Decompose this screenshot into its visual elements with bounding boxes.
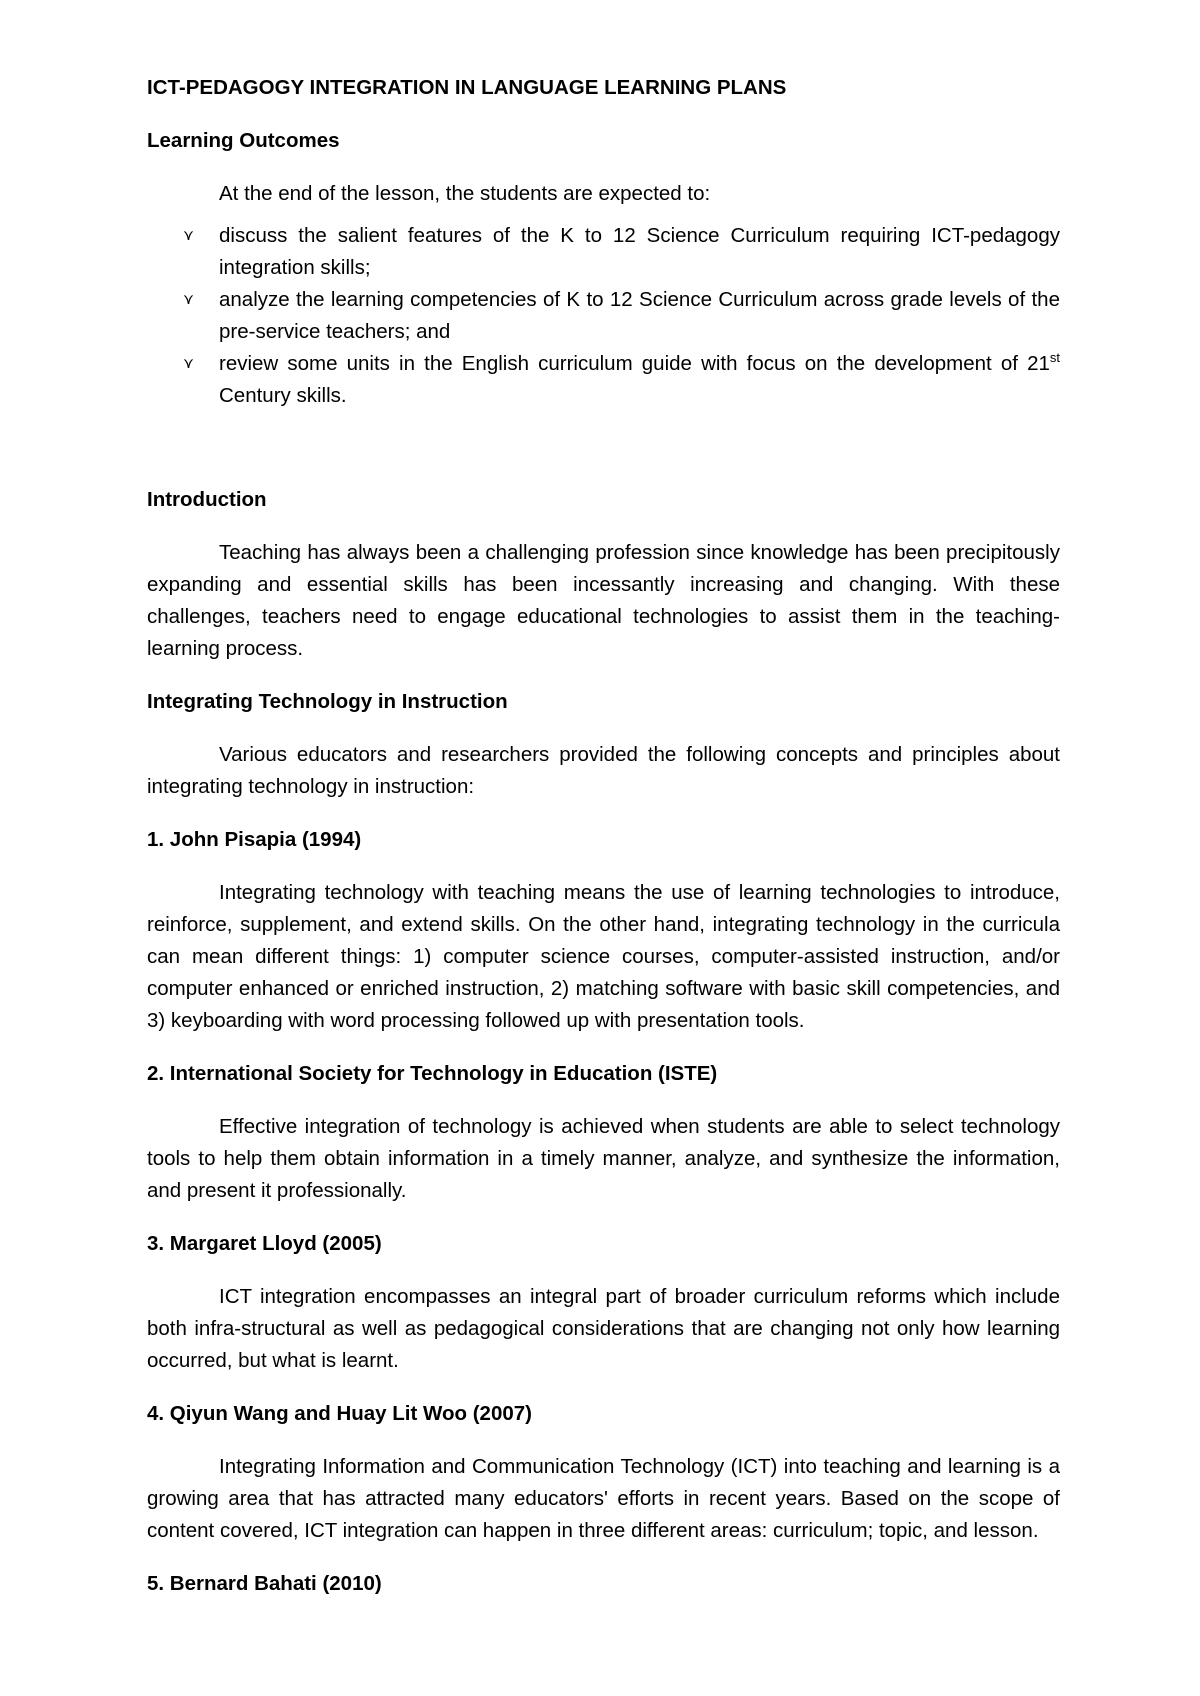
- introduction-paragraph: Teaching has always been a challenging profession since knowledge has been precipitously expanding and essential skills has been incessantly increasing and changing. With these challenges, teachers need to engage educational technologies to assist them in the teaching-learning process.: [147, 541, 1060, 660]
- integrating-technology-paragraph: Various educators and researchers provided the following concepts and principles about integrating technology in instruction:: [147, 743, 1060, 798]
- author-heading-iste: 2. International Society for Technology in Education (ISTE): [147, 1062, 718, 1085]
- arrowhead-bullet-icon: ⋎: [183, 355, 194, 372]
- author-heading-wang-woo: 4. Qiyun Wang and Huay Lit Woo (2007): [147, 1402, 532, 1425]
- learning-outcomes-lead-in: At the end of the lesson, the students are expected to:: [219, 182, 711, 205]
- outcome-text: discuss the salient features of the K to 12 Science Curriculum requiring ICT-pedagogy integration skills;: [219, 224, 1060, 279]
- arrowhead-bullet-icon: ⋎: [183, 227, 194, 244]
- list-item: [183, 348, 1060, 412]
- author-paragraph-wang-woo: Integrating Information and Communication Technology (ICT) into teaching and learning is a growing area that has attracted many educators' efforts in recent years. Based on the scope of content covered, ICT integration can happen in three different areas: curriculum; topic, and lesson.: [147, 1455, 1060, 1542]
- author-heading-lloyd: 3. Margaret Lloyd (2005): [147, 1232, 382, 1255]
- arrowhead-bullet-icon: ⋎: [183, 291, 194, 308]
- author-paragraph-pisapia: Integrating technology with teaching means the use of learning technologies to introduce, reinforce, supplement, and extend skills. On the other hand, integrating technology in the curricula can mean different things: 1) computer science courses, computer-assisted instruction, and/or computer enhanced or enriched instruction, 2) matching software with basic skill competencies, and 3) keyboarding with word processing followed up with presentation tools.: [147, 881, 1060, 1032]
- learning-outcomes-list: [147, 220, 1060, 412]
- document-title: ICT-PEDAGOGY INTEGRATION IN LANGUAGE LEARNING PLANS: [147, 76, 787, 99]
- superscript-st: st: [1049, 350, 1060, 366]
- author-heading-bahati: 5. Bernard Bahati (2010): [147, 1572, 382, 1595]
- author-paragraph-iste: Effective integration of technology is achieved when students are able to select technology tools to help them obtain information in a timely manner, analyze, and synthesize the information, and present it professionally.: [147, 1115, 1060, 1202]
- outcome-text-tail: Century skills.: [219, 384, 347, 407]
- outcome-text: review some units in the English curriculum guide with focus on the development of 21: [219, 352, 1050, 375]
- integrating-technology-heading: Integrating Technology in Instruction: [147, 690, 508, 713]
- author-heading-pisapia: 1. John Pisapia (1994): [147, 828, 362, 851]
- section-spacer: [147, 412, 1060, 484]
- list-item: [183, 220, 1060, 284]
- introduction-heading: Introduction: [147, 488, 267, 511]
- list-item: [183, 284, 1060, 348]
- outcome-text: analyze the learning competencies of K to 12 Science Curriculum across grade levels of the pre-service teachers; and: [219, 288, 1060, 343]
- learning-outcomes-heading: Learning Outcomes: [147, 129, 340, 152]
- author-paragraph-lloyd: ICT integration encompasses an integral part of broader curriculum reforms which include both infra-structural as well as pedagogical considerations that are changing not only how learning occurred, but what is learnt.: [147, 1285, 1060, 1372]
- document-page: [147, 72, 1060, 1621]
